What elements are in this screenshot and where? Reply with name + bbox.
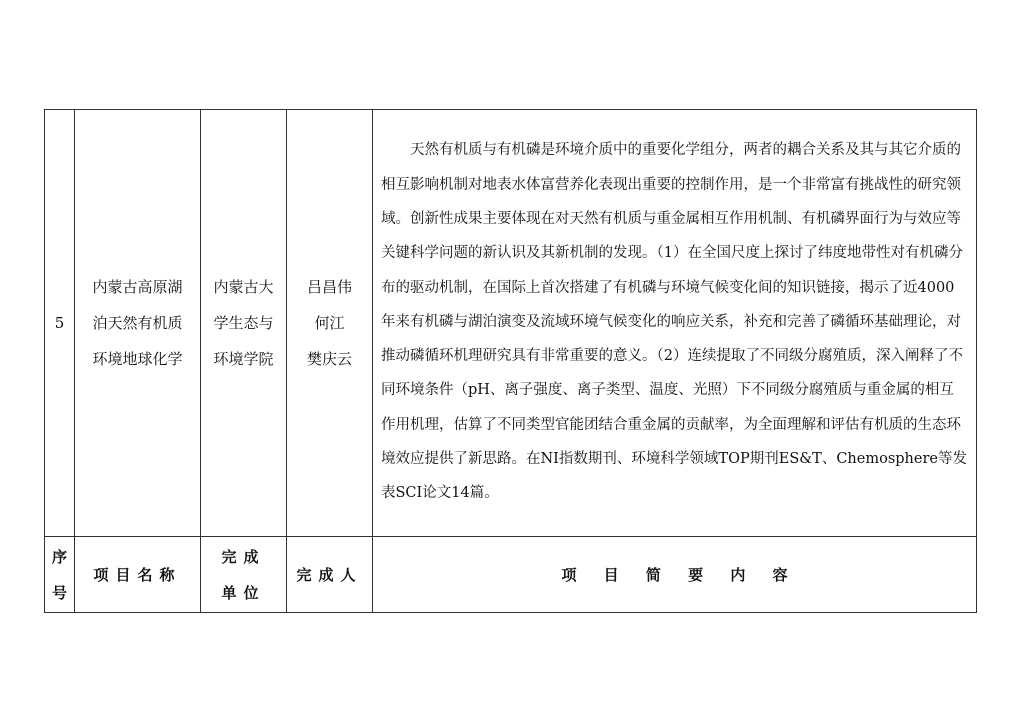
header-content: 项 目 简 要 内 容 [373,537,977,613]
award-table [44,109,977,613]
person-name: 吕昌伟 [306,278,352,296]
row-number: 5 [45,110,75,537]
unit-line: 学生态与 [213,314,274,332]
header-number [45,537,75,613]
header-number-line: 序 [51,547,67,566]
header-unit-line: 完成 [221,547,266,566]
header-number-line: 号 [51,583,67,602]
header-persons: 完成人 [287,537,373,613]
project-name-cell [75,110,201,537]
project-summary-text: 天然有机质与有机磷是环境介质中的重要化学组分，两者的耦合关系及其与其它介质的相互影响机制对地表水体富营养化表现出重要的控制作用，是一个非常富有挑战性的研究领域。创新性成果主要体现在对天然有机质与重金属相互作用机制、有机磷界面行为与效应等关键科学问题的新认识及其新机制的发现。（1）在全国尺度上探讨了纬度地带性对有机磷分布的驱动机制，在国际上首次搭建了有机磷与环境气候变化间的知识链接，揭示了近4000年来有机磷与湖泊演变及流域环境气候变化的响应关系，补充和完善了磷循环基础理论，对推动磷循环机理研究具有非常重要的意义。（2）连续提取了不同级分腐殖质，深入阐释了不同环境条件（pH、离子强度、离子类型、温度、光照）下不同级分腐殖质与重金属的相互作用机理，估算了不同类型官能团结合重金属的贡献率，为全面理解和评估有机质的生态环境效应提供了新思路。在NI指数期刊、环境科学领域TOP期刊ES&T、Chemosphere等发表SCI论文14篇。 [381,142,967,502]
project-name-line: 环境地球化学 [92,350,183,368]
project-name-line: 内蒙古高原湖 [92,278,183,296]
header-row [45,537,977,613]
person-name: 何江 [314,314,345,332]
person-name: 樊庆云 [306,350,352,368]
project-name-line: 泊天然有机质 [92,314,183,332]
persons-cell [287,110,373,537]
unit-line: 内蒙古大 [213,278,274,296]
header-unit-line: 单位 [221,583,266,602]
table-row [45,110,977,537]
content-cell [373,110,977,537]
header-project-name: 项目名称 [75,537,201,613]
header-unit [201,537,287,613]
unit-line: 环境学院 [213,350,274,368]
unit-cell [201,110,287,537]
